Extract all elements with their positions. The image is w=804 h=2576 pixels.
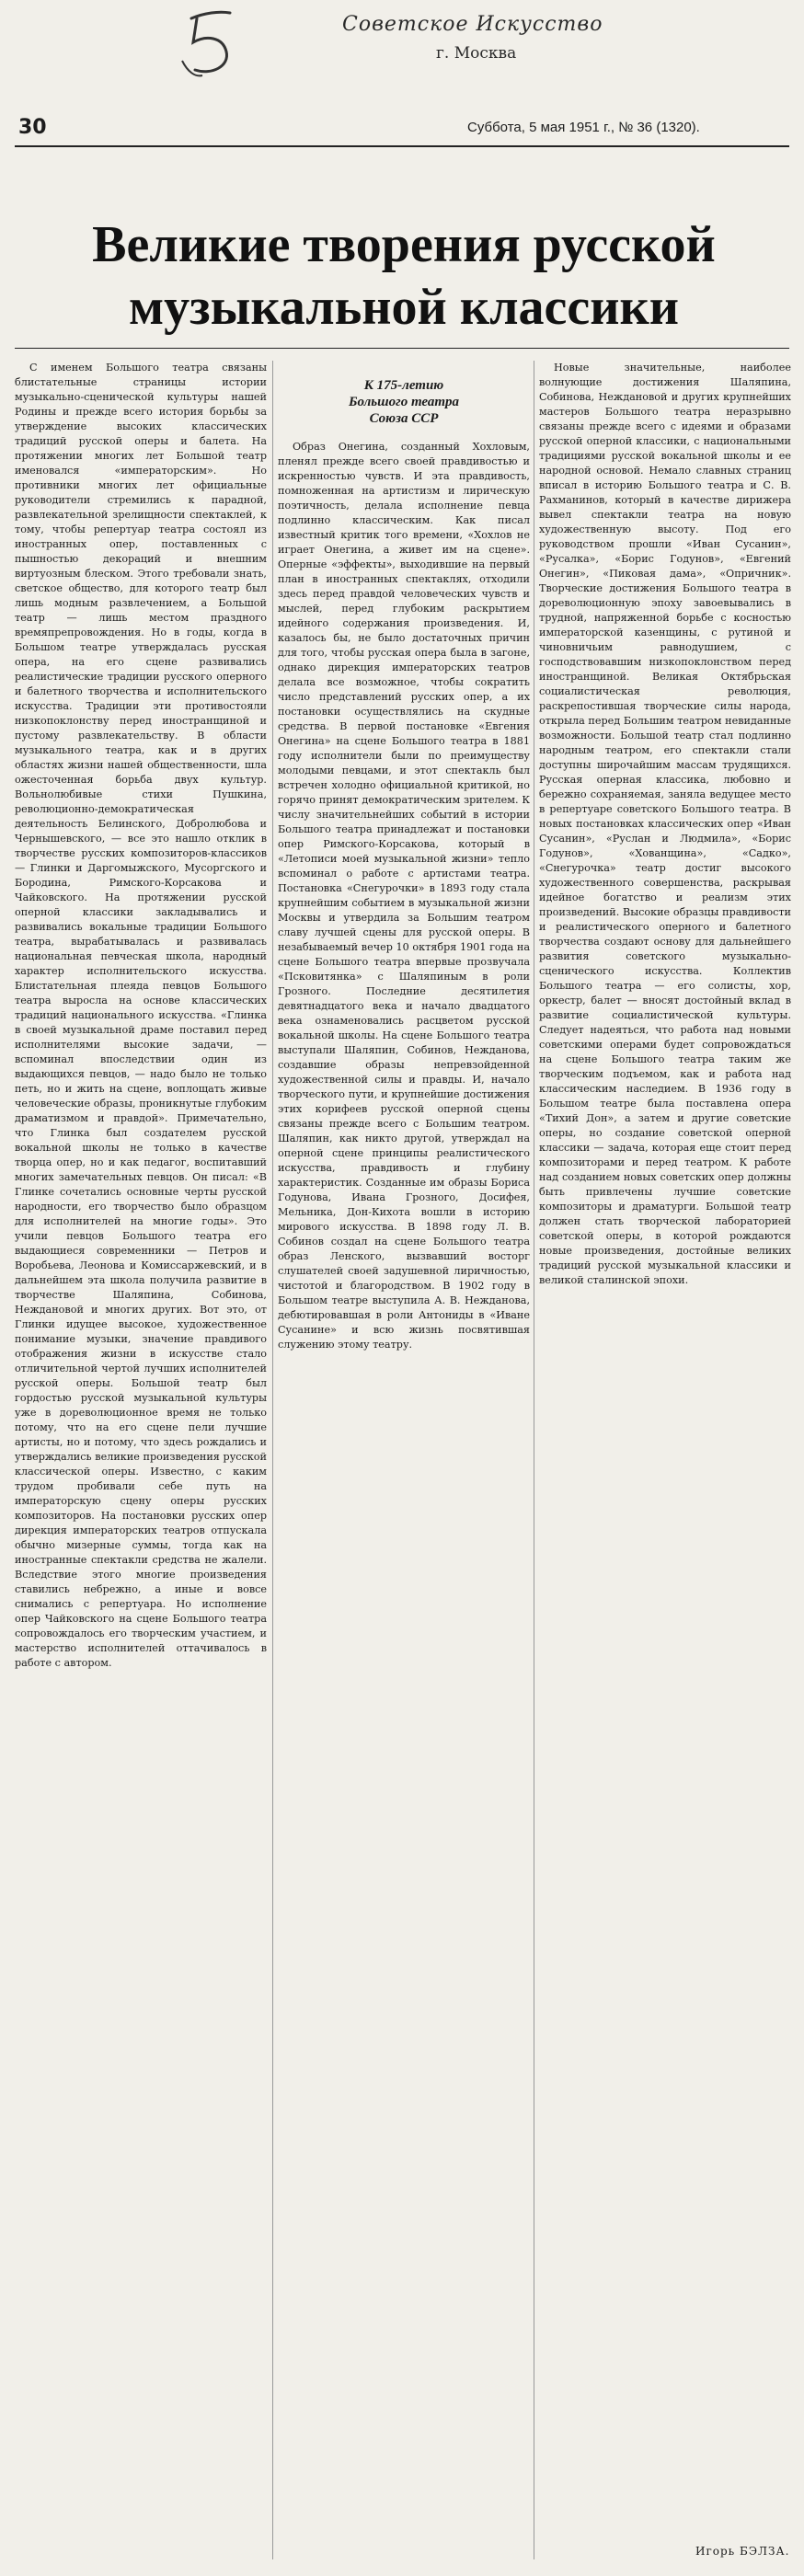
article-subtitle — [278, 361, 530, 440]
handwritten-number-mark — [175, 7, 248, 85]
article-headline — [18, 213, 789, 339]
newspaper-city: г. Москва — [436, 44, 517, 63]
column-text: Новые значительные, наиболее волнующие достижения Шаляпина, Собинова, Неждановой и других крупнейших мастеров Большого театра неразрывно связаны прежде всего с идеями и образами русской оперной классики, с национальными традициями русской вокальной школы и ее народной основой. Немало славных страниц вписал в историю Большого театра и С. В. Рахманинов, который в качестве дирижера вывел спектакли театра на новую художественную высоту. Под его руководством прошли «Иван Сусанин», «Русалка», «Борис Годунов», «Евгений Онегин», «Пиковая дама», «Опричник». Творческие достижения Большого театра в дореволюционную эпоху завоевывались в трудной, напряженной борьбе с косностью императорской казенщины, с рутиной и чиновничьим равнодушием, с господствовавшим низкопоклонством перед иностранщиной. Великая Октябрьская социалистическая революция, раскрепостившая творческие силы народа, открыла перед Большим театром невиданные возможности. Большой театр стал подлинно народным театром, его спектакли стали доступны широчайшим массам трудящихся. Русская оперная классика, любовно и бережно сохраняемая, заняла ведущее место в репертуаре советского Большого театра. В новых постановках классических опер «Иван Сусанин», «Руслан и Людмила», «Борис Годунов», «Хованщина», «Садко», «Снегурочка» театр достиг высокого художественного совершенства, раскрывая идейное богатство и реализм этих произведений. Высокие образцы правдивости и реалистического оперного и балетного творчества создают основу для дальнейшего развития советского музыкально-сценического искусства. Коллектив Большого театра — его солисты, хор, оркестр, балет — вносят достойный вклад в развитие социалистической культуры. Следует надеяться, что работа над новыми советскими операми будет сопровождаться на сцене Большого театра таким же творческим подъемом, как и работа над классическим наследием. В 1936 году в Большом театре была поставлена опера «Тихий Дон», а затем и другие советские оперы, но создание советской оперной классики — задача, которая еще стоит перед композиторами и перед театром. К работе над созданием новых советских опер должны быть привлечены лучшие советские композиторы и драматурги. Большой театр должен стать творческой лабораторией советской оперы, в которой рождаются новые произведения, достойные великих традиций русской музыкальной классики и великой сталинской эпохи. — [539, 362, 791, 1286]
column-text: С именем Большого театра связаны блистательные страницы истории музыкально-сценической культуры нашей Родины и прежде всего история борьбы за утверждение высоких классических традиций русской оперы и балета. На протяжении многих лет Большой театр именовался «императорским». Но противники многих лет официальные руководители стремились к парадной, развлекательной зрелищности спектаклей, к тому, чтобы репертуар театра состоял из иностранных опер, поставленных с пышностью декораций и внешним виртуозным блеском. Этого требовали знать, светское общество, для которого театр был лишь модным развлечением, а Большой театр — лишь местом праздного времяпрепровождения. Но в годы, когда в Большом театре утверждалась русская опера, на его сцене развивались реалистические традиции русского оперного и балетного творчества и исполнительского искусства. Традиции эти противостояли низкопоклонству перед иностранщиной и пустому развлекательству. В области музыкального театра, как и в других областях жизни нашей общественности, шла ожесточенная борьба двух культур. Вольнолюбивые стихи Пушкина, революционно-демократическая деятельность Белинского, Добролюбова и Чернышевского, — все это нашло отклик в творчестве русских композиторов-классиков — Глинки и Даргомыжского, Мусоргского и Бородина, Римского-Корсакова и Чайковского. На протяжении русской оперной классики закладывались и развивались вокальные традиции Большого театра, вырабатывалась и развивалась национальная певческая школа, народный характер исполнительского искусства. Блистательная плеяда певцов Большого театра выросла на основе классических традиций национального искусства. «Глинка в своей музыкальной драме поставил перед исполнителями высокие задачи, — вспоминал впоследствии один из выдающихся певцов, — надо было не только петь, но и жить на сцене, воплощать живые человеческие образы, проникнутые глубоким драматизмом и правдой». Примечательно, что Глинка был создателем русской вокальной школы не только в качестве творца опер, но и как педагог, воспитавший многих замечательных певцов. Он писал: «В Глинке сочетались основные черты русской народности, его творчество было образцом для исполнителей на многие годы». Это учили певцов Большого театра его выдающиеся современники — Петров и Воробьева, Леонова и Комиссаржевский, и в дальнейшем эта школа получила развитие в творчестве Шаляпина, Собинова, Неждановой и многих других. Вот это, от Глинки идущее высокое, художественное понимание музыки, значение правдивого отображения жизни в искусстве стало отличительной чертой лучших исполнителей русской оперы. Большой театр был гордостью русской музыкальной культуры уже в дореволюционное время не только потому, что на его сцене пели лучшие артисты, но и потому, что здесь рождались и утверждались великие произведения русской классической оперы. Известно, с каким трудом пробивали себе путь на императорскую сцену оперы русских композиторов. На постановки русских опер дирекция императорских театров отпускала обычно мизерные суммы, тогда как на иностранные спектакли средства не жалели. Вследствие этого многие произведения ставились небрежно, а иные и вовсе снимались с репертуара. Но исполнение опер Чайковского на сцене Большого театра сопровождалось его творческим участием, и мастерство исполнителей оттачивалось в работе с автором. — [15, 362, 267, 1669]
headline-line-1: Великие творения русской — [92, 216, 716, 273]
author-signature: Игорь БЭЛЗА. — [695, 2545, 790, 2558]
newspaper-name: Советское Искусство — [342, 13, 603, 36]
headline-divider — [15, 348, 789, 349]
subtitle-line-1: К 175-летию — [363, 378, 444, 393]
subtitle-line-2: Большого театра — [348, 395, 460, 409]
issue-info-row — [18, 116, 789, 142]
headline-line-2: музыкальной классики — [128, 279, 680, 336]
column-text: Образ Онегина, созданный Хохловым, пленял прежде всего своей правдивостью и искренностью чувств. И эта правдивость, помноженная на артистизм и лирическую поэтичность, делала исполнение певца подлинно классическим. Как писал известный критик того времени, «Хохлов не играет Онегина, а живет им на сцене». Оперные «эффекты», выходившие на первый план в иностранных спектаклях, отходили здесь перед правдой человеческих чувств и мыслей, перед глубоким раскрытием идейного содержания произведения. И, казалось бы, не было достаточных причин для того, чтобы русская опера была в загоне, однако дирекция императорских театров делала все возможное, чтобы сократить число представлений русских опер, а их постановки осуществлялись на скудные средства. В первой постановке «Евгения Онегина» на сцене Большого театра в 1881 году исполнители были по преимуществу молодыми певцами, и этот спектакль был встречен холодно официальной критикой, но горячо принят демократическим зрителем. К числу значительнейших событий в истории Большого театра принадлежат и постановки опер Римского-Корсакова, который в «Летописи моей музыкальной жизни» тепло вспоминал о работе с артистами театра. Постановка «Снегурочки» в 1893 году стала крупнейшим событием в музыкальной жизни Москвы и утвердила за Большим театром славу лучшей сцены для русской оперы. В незабываемый вечер 10 октября 1901 года на сцене Большого театра впервые прозвучала «Псковитянка» с Шаляпиным в роли Грозного. Последние десятилетия девятнадцатого века и начало двадцатого века ознаменовались расцветом русской вокальной школы. На сцене Большого театра выступали Шаляпин, Собинов, Нежданова, создавшие образы непревзойденной художественной силы и правды. И, начало творческого пути, и крупнейшие достижения этих корифеев русской оперной сцены связаны прежде всего с Большим театром. Шаляпин, как никто другой, утверждал на оперной сцене принципы реалистического искусства, правдивость и глубину характеристик. Созданные им образы Бориса Годунова, Ивана Грозного, Досифея, Мельника, Дон-Кихота вошли в историю мирового искусства. В 1898 году Л. В. Собинов создал на сцене Большого театра образ Ленского, вызвавший восторг слушателей своей задушевной лиричностью, чистотой и благородством. В 1902 году в Большом театре выступила А. В. Нежданова, дебютировавшая в роли Антониды в «Иване Сусанине» и всю жизнь посвятившая служению этому театру. — [278, 441, 530, 1351]
issue-date: Суббота, 5 мая 1951 г., № 36 (1320). — [467, 120, 700, 135]
masthead — [0, 6, 804, 85]
page-number: 30 — [18, 116, 47, 139]
article-column-3 — [539, 361, 791, 1288]
column-divider — [272, 361, 273, 2559]
article-column-2 — [278, 361, 530, 1352]
article-column-1 — [15, 361, 267, 1671]
top-divider — [15, 145, 789, 147]
subtitle-line-3: Союза ССР — [369, 411, 439, 426]
